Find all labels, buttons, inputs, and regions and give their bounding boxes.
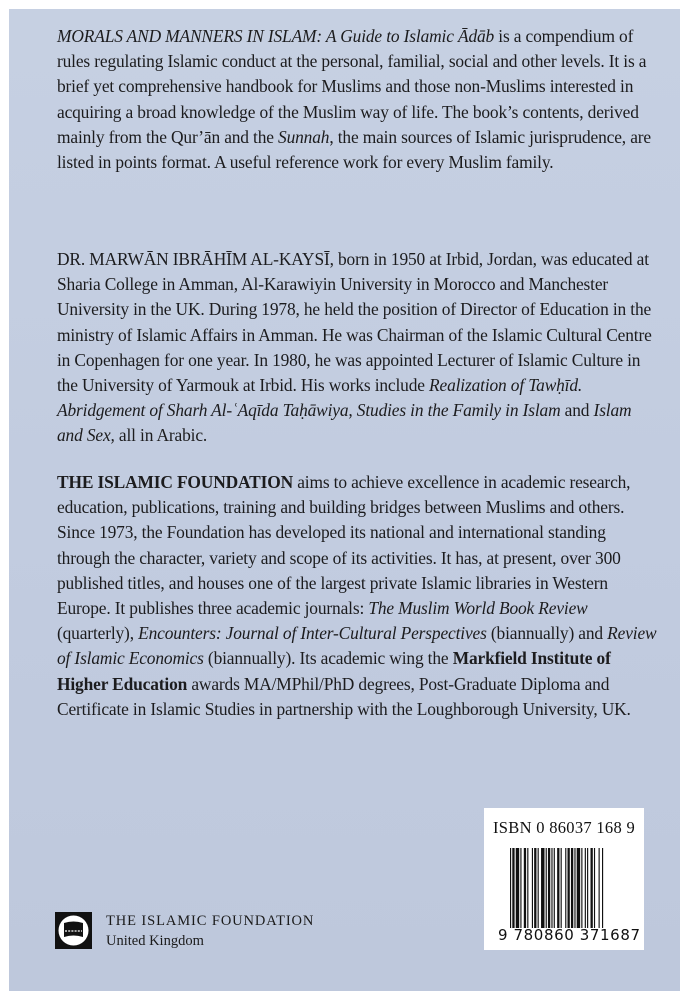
barcode-bar: [581, 848, 582, 928]
description-text-end: , the main sources of Islamic jurisprudence, are listed in points format. A useful reference work for every Muslim family.: [57, 126, 651, 173]
barcode-bar: [510, 848, 511, 928]
journal-frequency: (quarterly),: [57, 623, 139, 644]
journal-title: Encounters: Journal of Inter-Cultural Perspectives: [138, 623, 487, 644]
barcode-bar: [574, 848, 575, 928]
barcode-bar: [538, 848, 539, 928]
author-bio-paragraph: [57, 247, 657, 449]
journal-title: Review of Islamic Economics: [57, 623, 657, 669]
barcode-bar: [591, 848, 593, 928]
barcode-icon: [510, 848, 634, 928]
author-work-title: Islam and Sex,: [57, 400, 632, 446]
barcode-bar: [599, 848, 600, 928]
publisher-footer: [55, 912, 314, 952]
barcode-bar: [585, 848, 586, 928]
publisher-footer-country: United Kingdom: [106, 933, 204, 949]
journal-title: The Muslim World Book Review: [368, 598, 588, 619]
publisher-footer-name: THE ISLAMIC FOUNDATION: [106, 913, 315, 929]
publisher-info-text-end: awards MA/MPhil/PhD degrees, Post-Graduate Diploma and Certificate in Islamic Studies in partnership with the Loughborough University, UK.: [57, 673, 631, 719]
kaaba-logo-icon: [55, 912, 92, 949]
isbn-barcode-label: [484, 808, 644, 950]
barcode-bar: [561, 848, 562, 928]
sunnah-term: Sunnah: [278, 126, 330, 147]
isbn-number: ISBN 0 86037 168 9: [493, 818, 635, 837]
barcode-bar: [571, 848, 573, 928]
barcode-bar: [577, 848, 580, 928]
barcode-bar: [602, 848, 603, 928]
barcode-bar: [568, 848, 570, 928]
book-title: MORALS AND MANNERS IN ISLAM: A Guide to Islamic Ādāb: [57, 26, 495, 46]
barcode-bar: [557, 848, 559, 928]
barcode-bar: [527, 848, 528, 928]
barcode-bar: [594, 848, 595, 928]
barcode-bar: [512, 848, 514, 928]
publisher-info-text: aims to achieve excellence in academic research, education, publications, training and building bridges between Muslims and others. Since 1973, the Foundation has developed its national and international standing through the character, variety and scope of its activities. It has, at present, over 300 published titles, and houses one of the largest private Islamic libraries in Western Europe. It publishes three academic journals:: [57, 472, 631, 619]
publisher-name: THE ISLAMIC FOUNDATION: [57, 472, 294, 492]
barcode-bar: [524, 848, 526, 928]
barcode-bar: [554, 848, 555, 928]
journal-frequency: (biannually) and: [486, 623, 608, 644]
publisher-info-text: (biannually). Its academic wing the: [203, 648, 453, 669]
barcode-bar: [520, 848, 521, 928]
conjunction: and: [560, 400, 594, 421]
author-bio-text: DR. MARWĀN IBRĀHĪM AL-KAYSĪ, born in 1950 at Irbid, Jordan, was educated at Sharia College in Amman, Al-Karawiyin University in Morocco and Manchester University in the UK. During 1978, he held the position of Director of Education in the ministry of Islamic Affairs in Amman. He was Chairman of the Islamic Cultural Centre in Copenhagen for one year. In 1980, he was appointed Lecturer of Islamic Culture in the University of Yarmouk at Irbid. His works include: [57, 249, 652, 396]
barcode-bar: [548, 848, 550, 928]
barcode-bar: [551, 848, 552, 928]
book-description-paragraph: [57, 24, 657, 175]
publisher-info-paragraph: [57, 470, 657, 722]
barcode-bar: [546, 848, 547, 928]
barcode-bar: [516, 848, 519, 928]
barcode-bar: [565, 848, 566, 928]
description-text: is a compendium of rules regulating Islamic conduct at the personal, familial, social and other levels. It is a brief yet comprehensive handbook for Muslims and those non-Muslims interested in acquiring a broad knowledge of the Muslim way of life. The book’s contents, derived mainly from the Qur’ān and the: [57, 26, 647, 147]
author-works-list: Realization of Tawḥīd. Abridgement of Sharh Al-ʿAqīda Taḥāwiya, Studies in the Family in Islam: [57, 375, 583, 421]
barcode-bar: [541, 848, 544, 928]
author-bio-text-end: all in Arabic.: [114, 425, 208, 446]
ean-digits: 9 780860 371687: [498, 926, 641, 944]
barcode-bar: [534, 848, 536, 928]
barcode-bar: [532, 848, 533, 928]
institute-name: Markfield Institute of Higher Education: [57, 648, 611, 694]
barcode-bar: [587, 848, 588, 928]
